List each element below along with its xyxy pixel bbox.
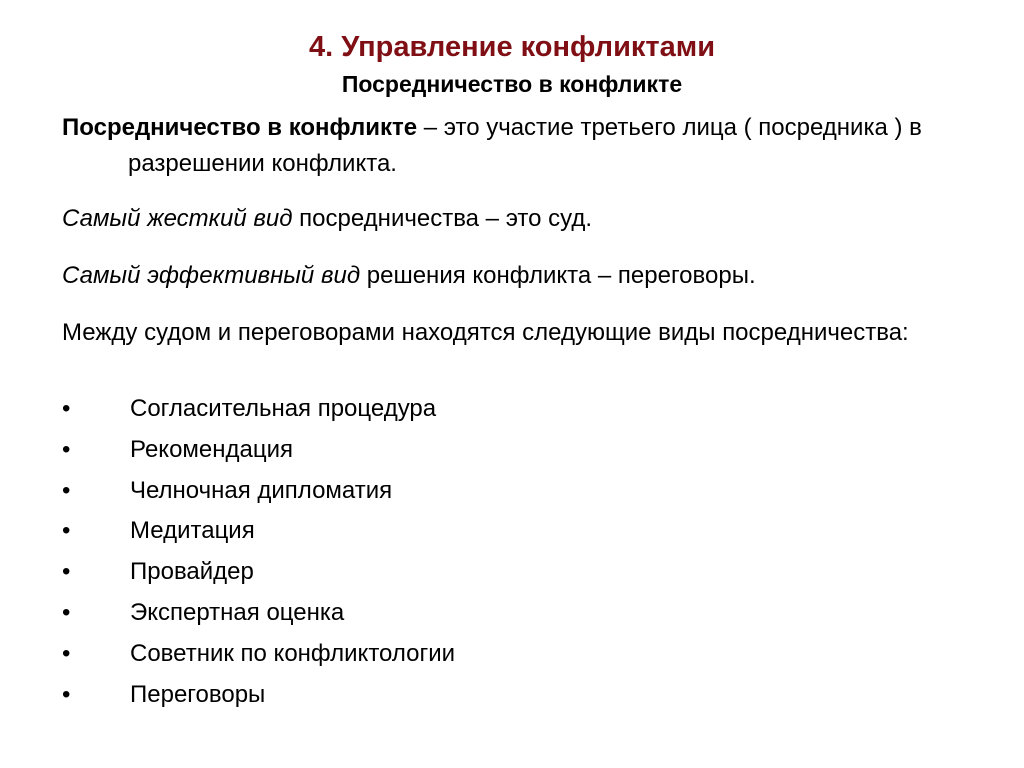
list-item-text: Рекомендация xyxy=(130,435,294,463)
list-item-text: Экспертная оценка xyxy=(130,598,345,626)
between-text: Между судом и переговорами находятся следующие виды посредничества: xyxy=(62,319,909,346)
bullet-icon: • xyxy=(62,639,71,667)
effective-text: решения конфликта – переговоры. xyxy=(360,262,756,289)
bullet-icon: • xyxy=(62,476,71,504)
list-item-text: Советник по конфликтологии xyxy=(130,639,456,667)
bullet-icon: • xyxy=(62,680,71,708)
hardest-emphasis: Самый жесткий вид xyxy=(62,205,293,232)
between-paragraph xyxy=(62,315,922,351)
bullet-icon: • xyxy=(62,435,71,463)
list-item-text: Медитация xyxy=(130,517,255,545)
list-item-text: Челночная дипломатия xyxy=(130,476,393,504)
bullet-icon: • xyxy=(62,598,71,626)
bullet-icon: • xyxy=(62,517,71,545)
effective-paragraph xyxy=(62,258,922,294)
definition-term: Посредничество в конфликте xyxy=(62,114,418,141)
slide-subtitle: Посредничество в конфликте xyxy=(341,71,683,97)
list-item-text: Согласительная процедура xyxy=(130,395,437,422)
list-item-text: Переговоры xyxy=(130,680,266,708)
bullet-icon: • xyxy=(62,395,71,422)
definition-text: – это участие третьего лица ( посредника ) в разрешении конфликта. xyxy=(128,114,922,177)
definition-paragraph xyxy=(62,110,922,182)
effective-emphasis: Самый эффективный вид xyxy=(62,262,361,289)
hardest-text: посредничества – это суд. xyxy=(292,205,593,232)
bullet-icon: • xyxy=(62,558,71,586)
list-item-text: Провайдер xyxy=(130,558,254,586)
hardest-paragraph xyxy=(62,201,922,237)
slide-title: 4. Управление конфликтами xyxy=(308,31,716,63)
